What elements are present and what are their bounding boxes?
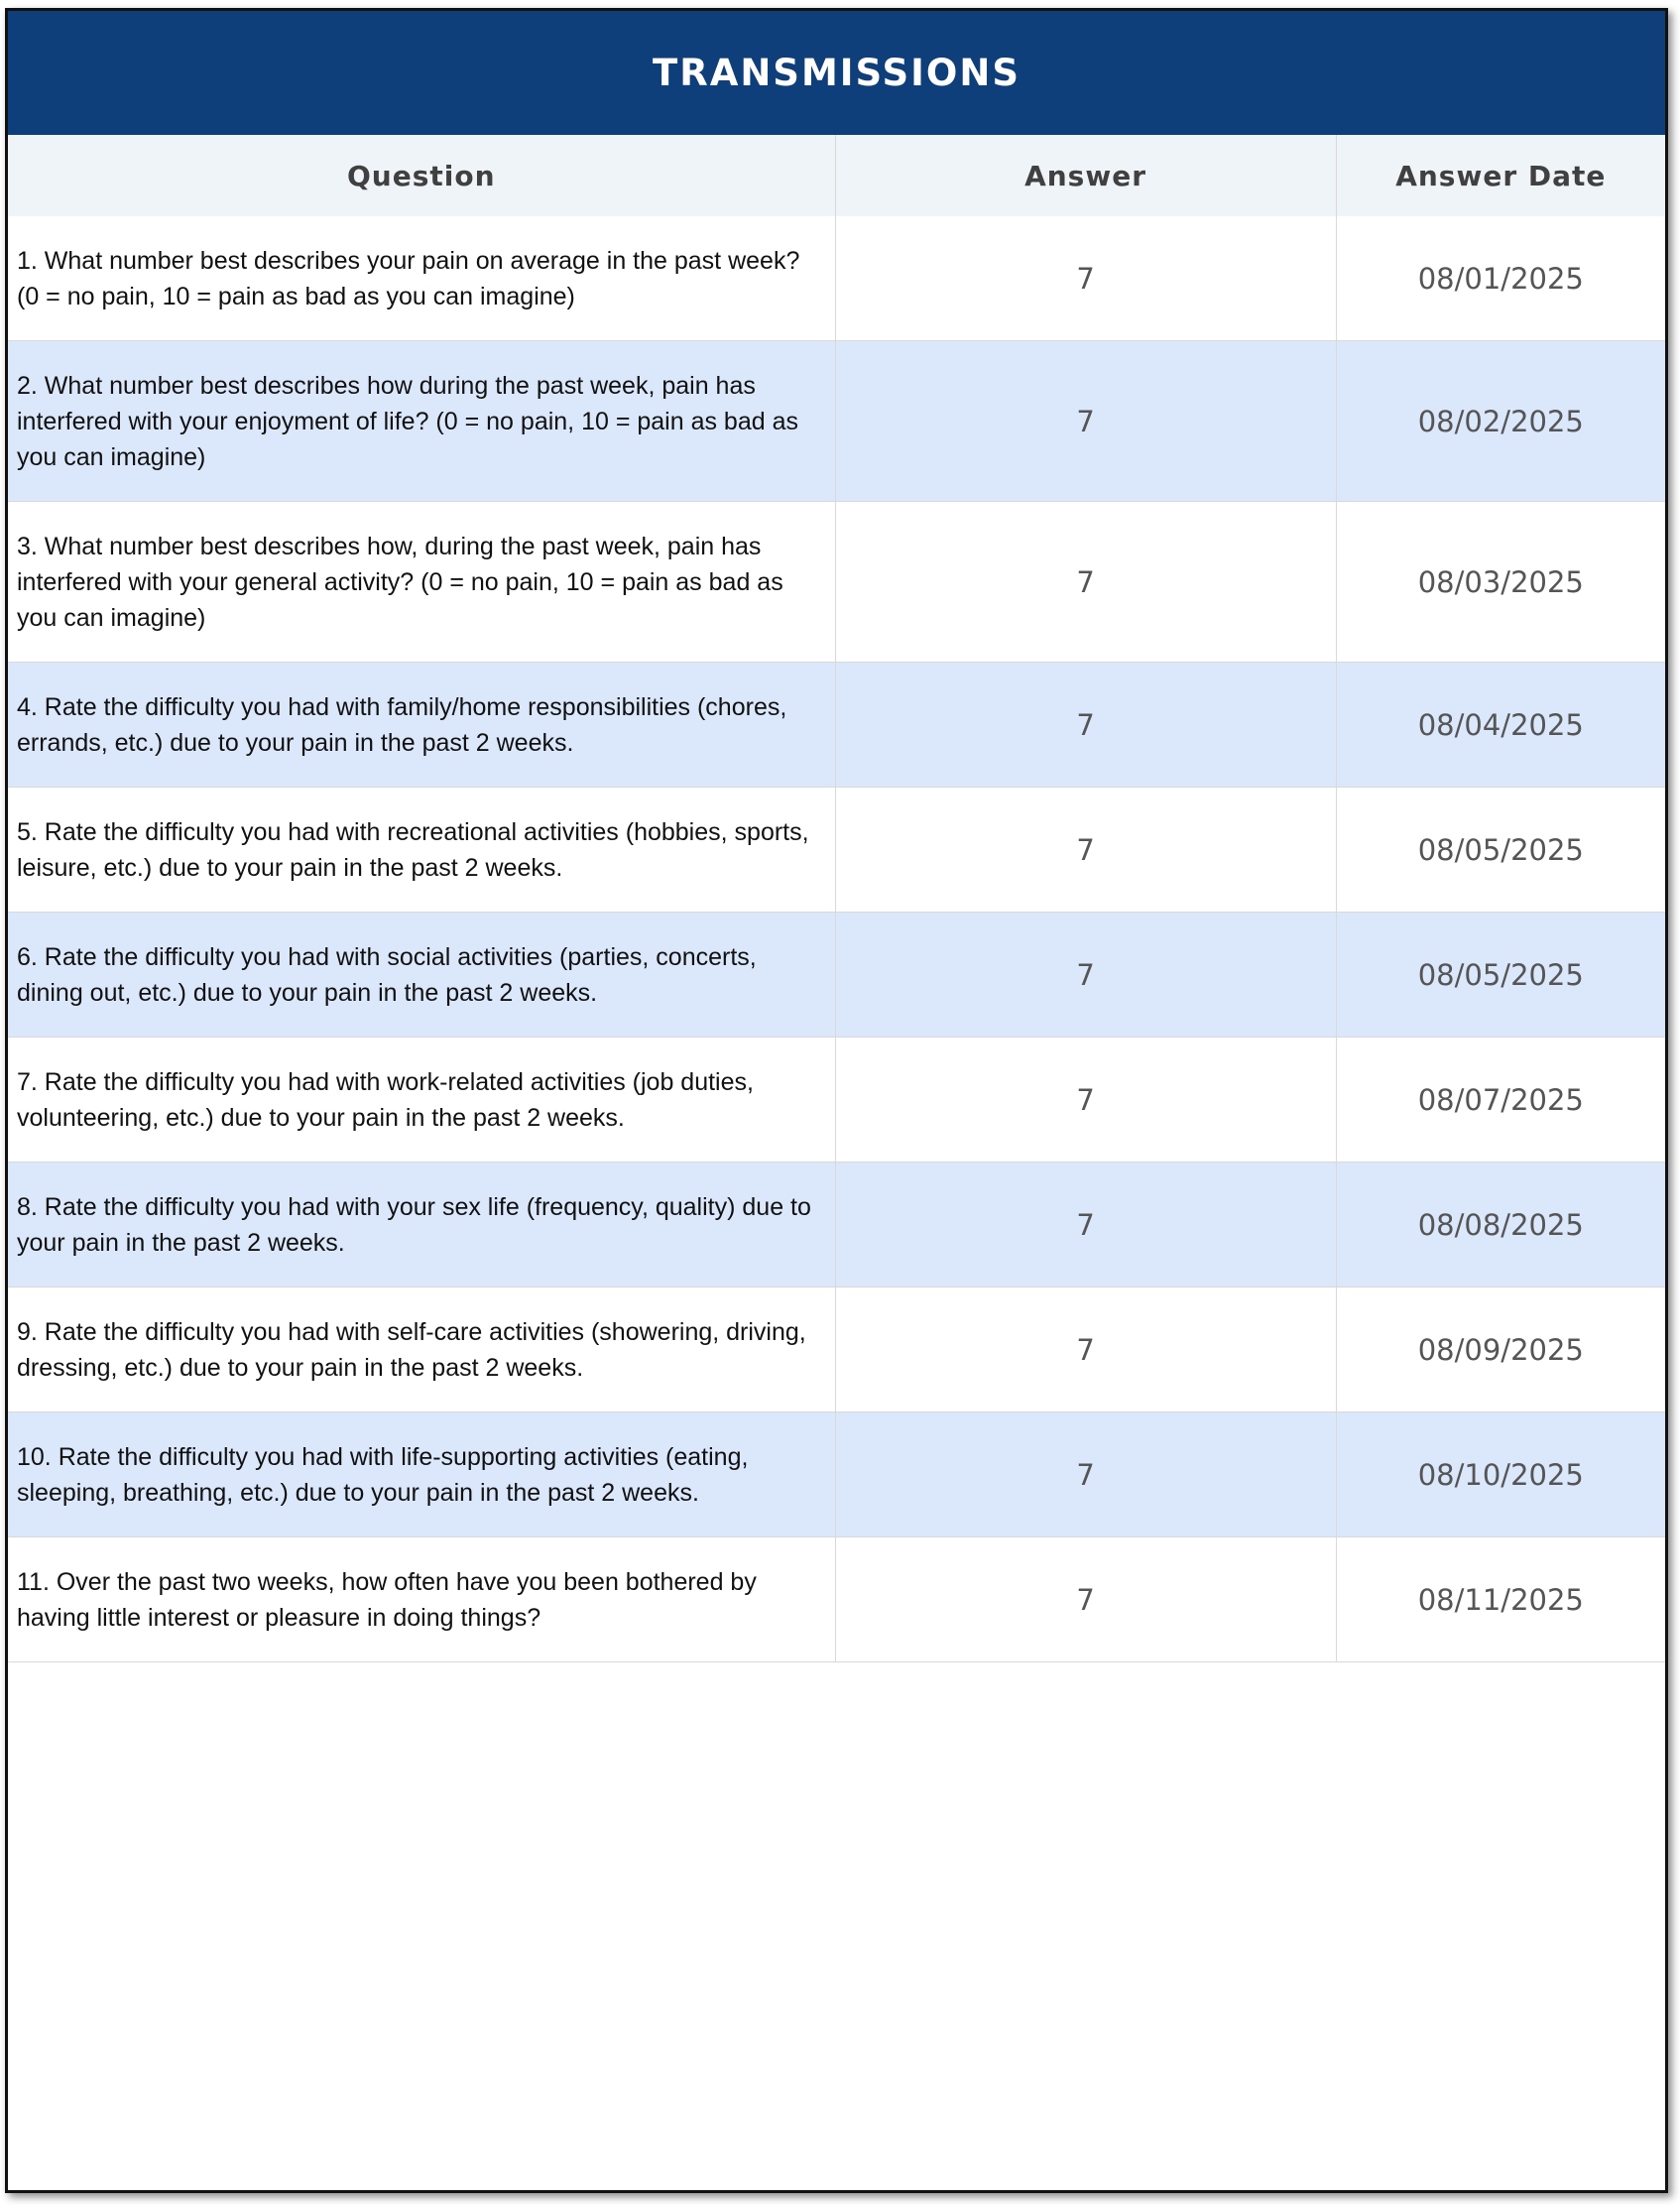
table-row: [8, 216, 1665, 341]
answer-cell: 7: [836, 788, 1337, 912]
column-header-answer-date[interactable]: Answer Date: [1395, 159, 1607, 192]
table-body: [8, 216, 1665, 1662]
answer-date-cell: 08/03/2025: [1417, 564, 1584, 599]
question-cell: 1. What number best describes your pain on average in the past week? (0 = no pain, 10 = pain as bad as you can imagine): [8, 216, 836, 340]
answer-cell: 7: [836, 502, 1337, 662]
answer-date-cell: 08/01/2025: [1417, 261, 1584, 296]
answer-cell: 7: [836, 663, 1337, 787]
answer-cell: 7: [836, 1412, 1337, 1536]
answer-date-cell: 08/08/2025: [1417, 1207, 1584, 1242]
answer-cell: 7: [836, 216, 1337, 340]
answer-cell: 7: [836, 1537, 1337, 1661]
question-cell: 9. Rate the difficulty you had with self-care activities (showering, driving, dressing, etc.) due to your pain in the past 2 weeks.: [8, 1287, 836, 1411]
question-cell: 5. Rate the difficulty you had with recreational activities (hobbies, sports, leisure, etc.) due to your pain in the past 2 weeks.: [8, 788, 836, 912]
answer-date-cell: 08/07/2025: [1417, 1082, 1584, 1117]
answer-date-cell: 08/05/2025: [1417, 957, 1584, 992]
table-row: [8, 1537, 1665, 1662]
column-header-answer[interactable]: Answer: [836, 135, 1337, 216]
table-header: [8, 135, 1665, 216]
title-bar: [8, 11, 1665, 135]
table-row: [8, 663, 1665, 788]
question-cell: 2. What number best describes how during the past week, pain has interfered with your enjoyment of life? (0 = no pain, 10 = pain as bad as you can imagine): [8, 341, 836, 501]
answer-cell: 7: [836, 1163, 1337, 1287]
question-cell: 10. Rate the difficulty you had with life-supporting activities (eating, sleeping, breathing, etc.) due to your pain in the past 2 weeks.: [8, 1412, 836, 1536]
answer-cell: 7: [836, 341, 1337, 501]
question-cell: 4. Rate the difficulty you had with family/home responsibilities (chores, errands, etc.) due to your pain in the past 2 weeks.: [8, 663, 836, 787]
panel-title: TRANSMISSIONS: [652, 52, 1021, 94]
answer-date-cell: 08/05/2025: [1417, 832, 1584, 867]
table-row: [8, 1038, 1665, 1163]
question-cell: 7. Rate the difficulty you had with work-related activities (job duties, volunteering, etc.) due to your pain in the past 2 weeks.: [8, 1038, 836, 1162]
answer-date-cell: 08/09/2025: [1417, 1332, 1584, 1367]
answer-date-cell: 08/02/2025: [1417, 404, 1584, 438]
table-row: [8, 913, 1665, 1038]
answer-cell: 7: [836, 1287, 1337, 1411]
answer-date-cell: 08/10/2025: [1417, 1457, 1584, 1492]
table-row: [8, 1163, 1665, 1287]
answer-date-cell: 08/04/2025: [1417, 707, 1584, 742]
table-row: [8, 1412, 1665, 1537]
table-row: [8, 341, 1665, 502]
table-row: [8, 1287, 1665, 1412]
answer-cell: 7: [836, 913, 1337, 1037]
question-cell: 8. Rate the difficulty you had with your sex life (frequency, quality) due to your pain in the past 2 weeks.: [8, 1163, 836, 1287]
question-cell: 11. Over the past two weeks, how often have you been bothered by having little interest or pleasure in doing things?: [8, 1537, 836, 1661]
transmissions-panel: [5, 8, 1668, 2193]
question-cell: 3. What number best describes how, during the past week, pain has interfered with your general activity? (0 = no pain, 10 = pain as bad as you can imagine): [8, 502, 836, 662]
question-cell: 6. Rate the difficulty you had with social activities (parties, concerts, dining out, etc.) due to your pain in the past 2 weeks.: [8, 913, 836, 1037]
table-row: [8, 502, 1665, 663]
column-header-question[interactable]: Question: [8, 135, 836, 216]
answer-cell: 7: [836, 1038, 1337, 1162]
answer-date-cell: 08/11/2025: [1417, 1582, 1584, 1617]
table-row: [8, 788, 1665, 913]
